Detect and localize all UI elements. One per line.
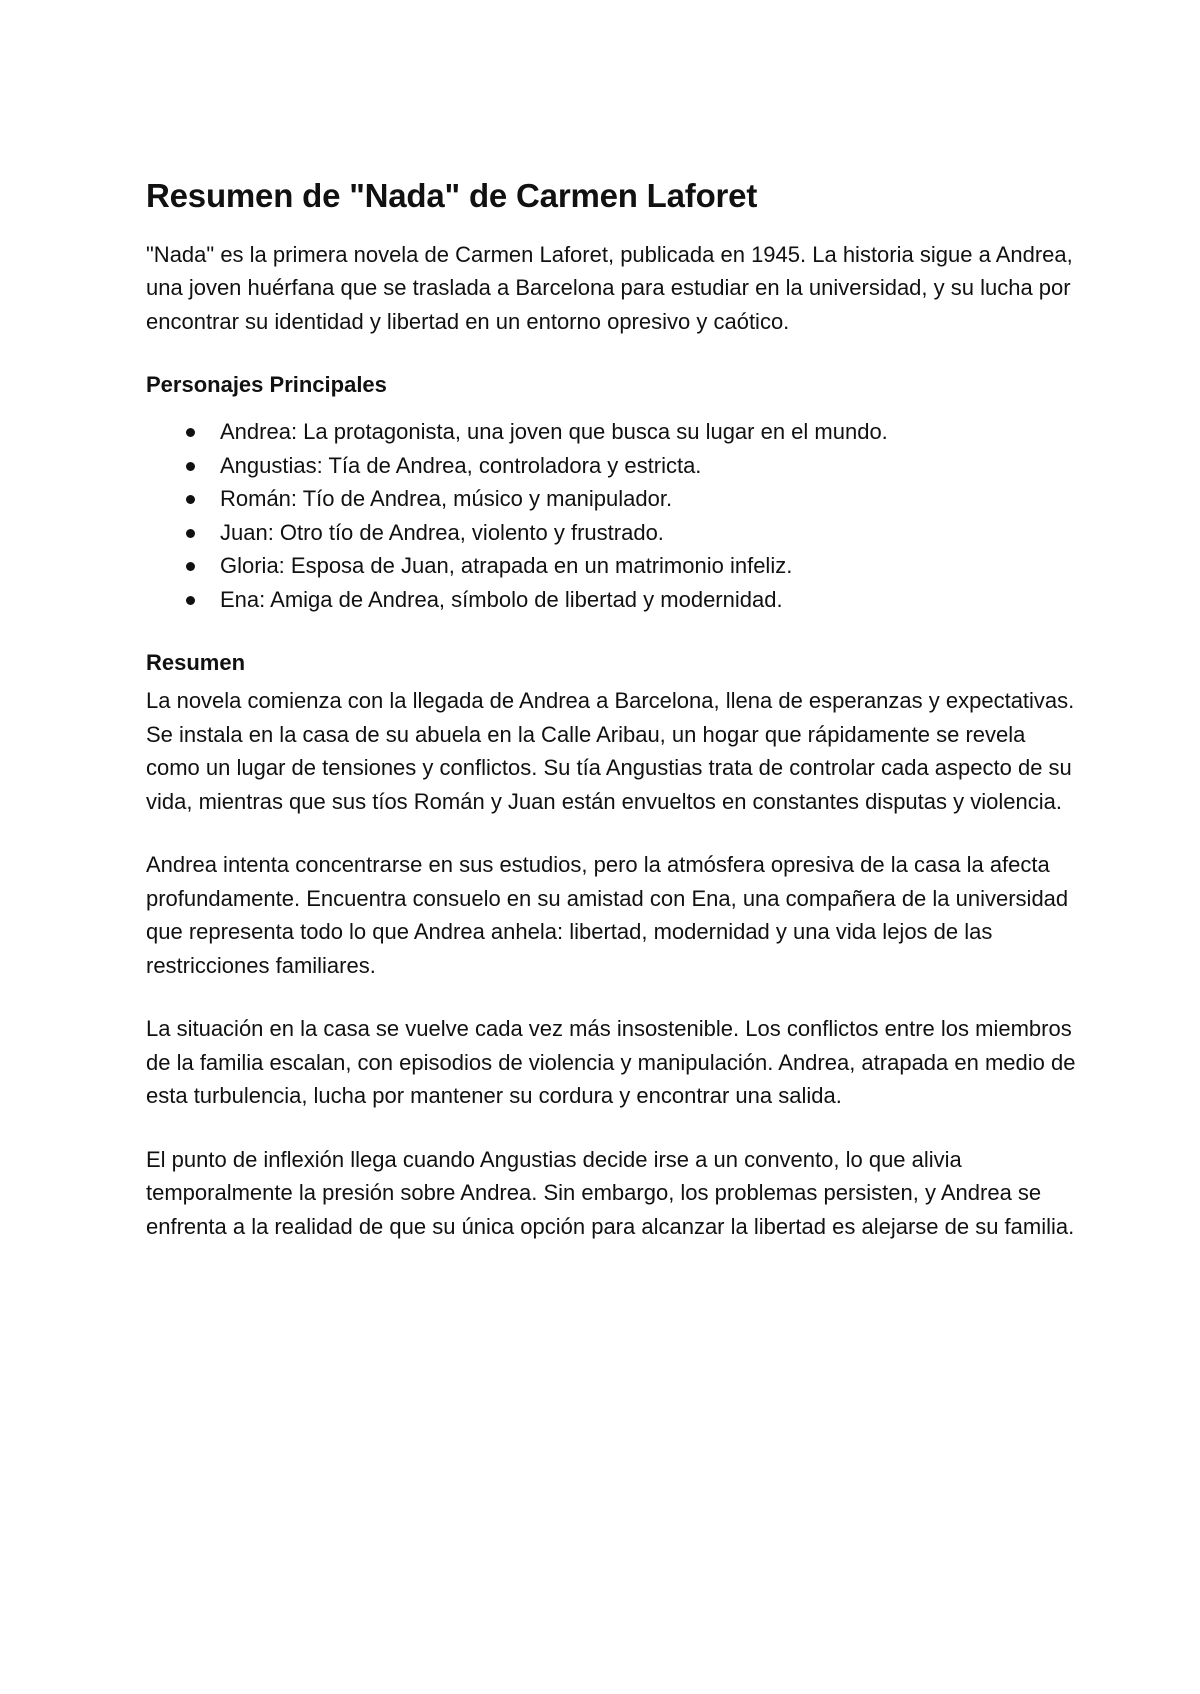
character-text: Angustias: Tía de Andrea, controladora y estricta. <box>220 452 702 478</box>
character-text: Ena: Amiga de Andrea, símbolo de libertad y modernidad. <box>220 586 783 612</box>
character-text: Juan: Otro tío de Andrea, violento y frustrado. <box>220 519 664 545</box>
bullet-icon <box>186 562 195 571</box>
summary-paragraph: La novela comienza con la llegada de Andrea a Barcelona, llena de esperanzas y expectativas. Se instala en la casa de su abuela en la Calle Aribau, un hogar que rápidamente se revela como un lugar de tensiones y conflictos. Su tía Angustias trata de controlar cada aspecto de su vida, mientras que sus tíos Román y Juan están envueltos en constantes disputas y violencia. <box>146 688 1075 814</box>
summary-paragraph: La situación en la casa se vuelve cada vez más insostenible. Los conflictos entre los miembros de la familia escalan, con episodios de violencia y manipulación. Andrea, atrapada en medio de esta turbulencia, lucha por mantener su cordura y encontrar una salida. <box>146 1016 1076 1109</box>
document-title: Resumen de "Nada" de Carmen Laforet <box>146 177 758 214</box>
character-item <box>146 415 1076 449</box>
character-item <box>146 482 1076 516</box>
character-item <box>146 449 1076 483</box>
bullet-icon <box>186 529 195 538</box>
characters-heading: Personajes Principales <box>146 372 387 398</box>
bullet-icon <box>186 462 195 471</box>
document-body <box>146 176 1076 1273</box>
character-text: Andrea: La protagonista, una joven que busca su lugar en el mundo. <box>220 419 888 445</box>
bullet-icon <box>186 596 195 605</box>
bullet-icon <box>186 428 195 437</box>
character-item <box>146 583 1076 617</box>
character-text: Gloria: Esposa de Juan, atrapada en un matrimonio infeliz. <box>220 553 793 579</box>
bullet-icon <box>186 495 195 504</box>
character-text: Román: Tío de Andrea, músico y manipulador. <box>220 486 673 512</box>
character-item <box>146 516 1076 550</box>
summary-heading: Resumen <box>146 650 246 676</box>
intro-paragraph: "Nada" es la primera novela de Carmen Laforet, publicada en 1945. La historia sigue a Andrea, una joven huérfana que se traslada a Barcelona para estudiar en la universidad, y su lucha por encontrar su identidad y libertad en un entorno opresivo y caótico. <box>146 241 1073 334</box>
characters-list <box>146 415 1076 616</box>
summary-paragraph: Andrea intenta concentrarse en sus estudios, pero la atmósfera opresiva de la casa la afecta profundamente. Encuentra consuelo en su amistad con Ena, una compañera de la universidad que representa todo lo que Andrea anhela: libertad, modernidad y una vida lejos de las restricciones familiares. <box>146 852 1069 978</box>
summary-paragraph: El punto de inflexión llega cuando Angustias decide irse a un convento, lo que alivia temporalmente la presión sobre Andrea. Sin embargo, los problemas persisten, y Andrea se enfrenta a la realidad de que su única opción para alcanzar la libertad es alejarse de su familia. <box>146 1146 1075 1239</box>
character-item <box>146 549 1076 583</box>
